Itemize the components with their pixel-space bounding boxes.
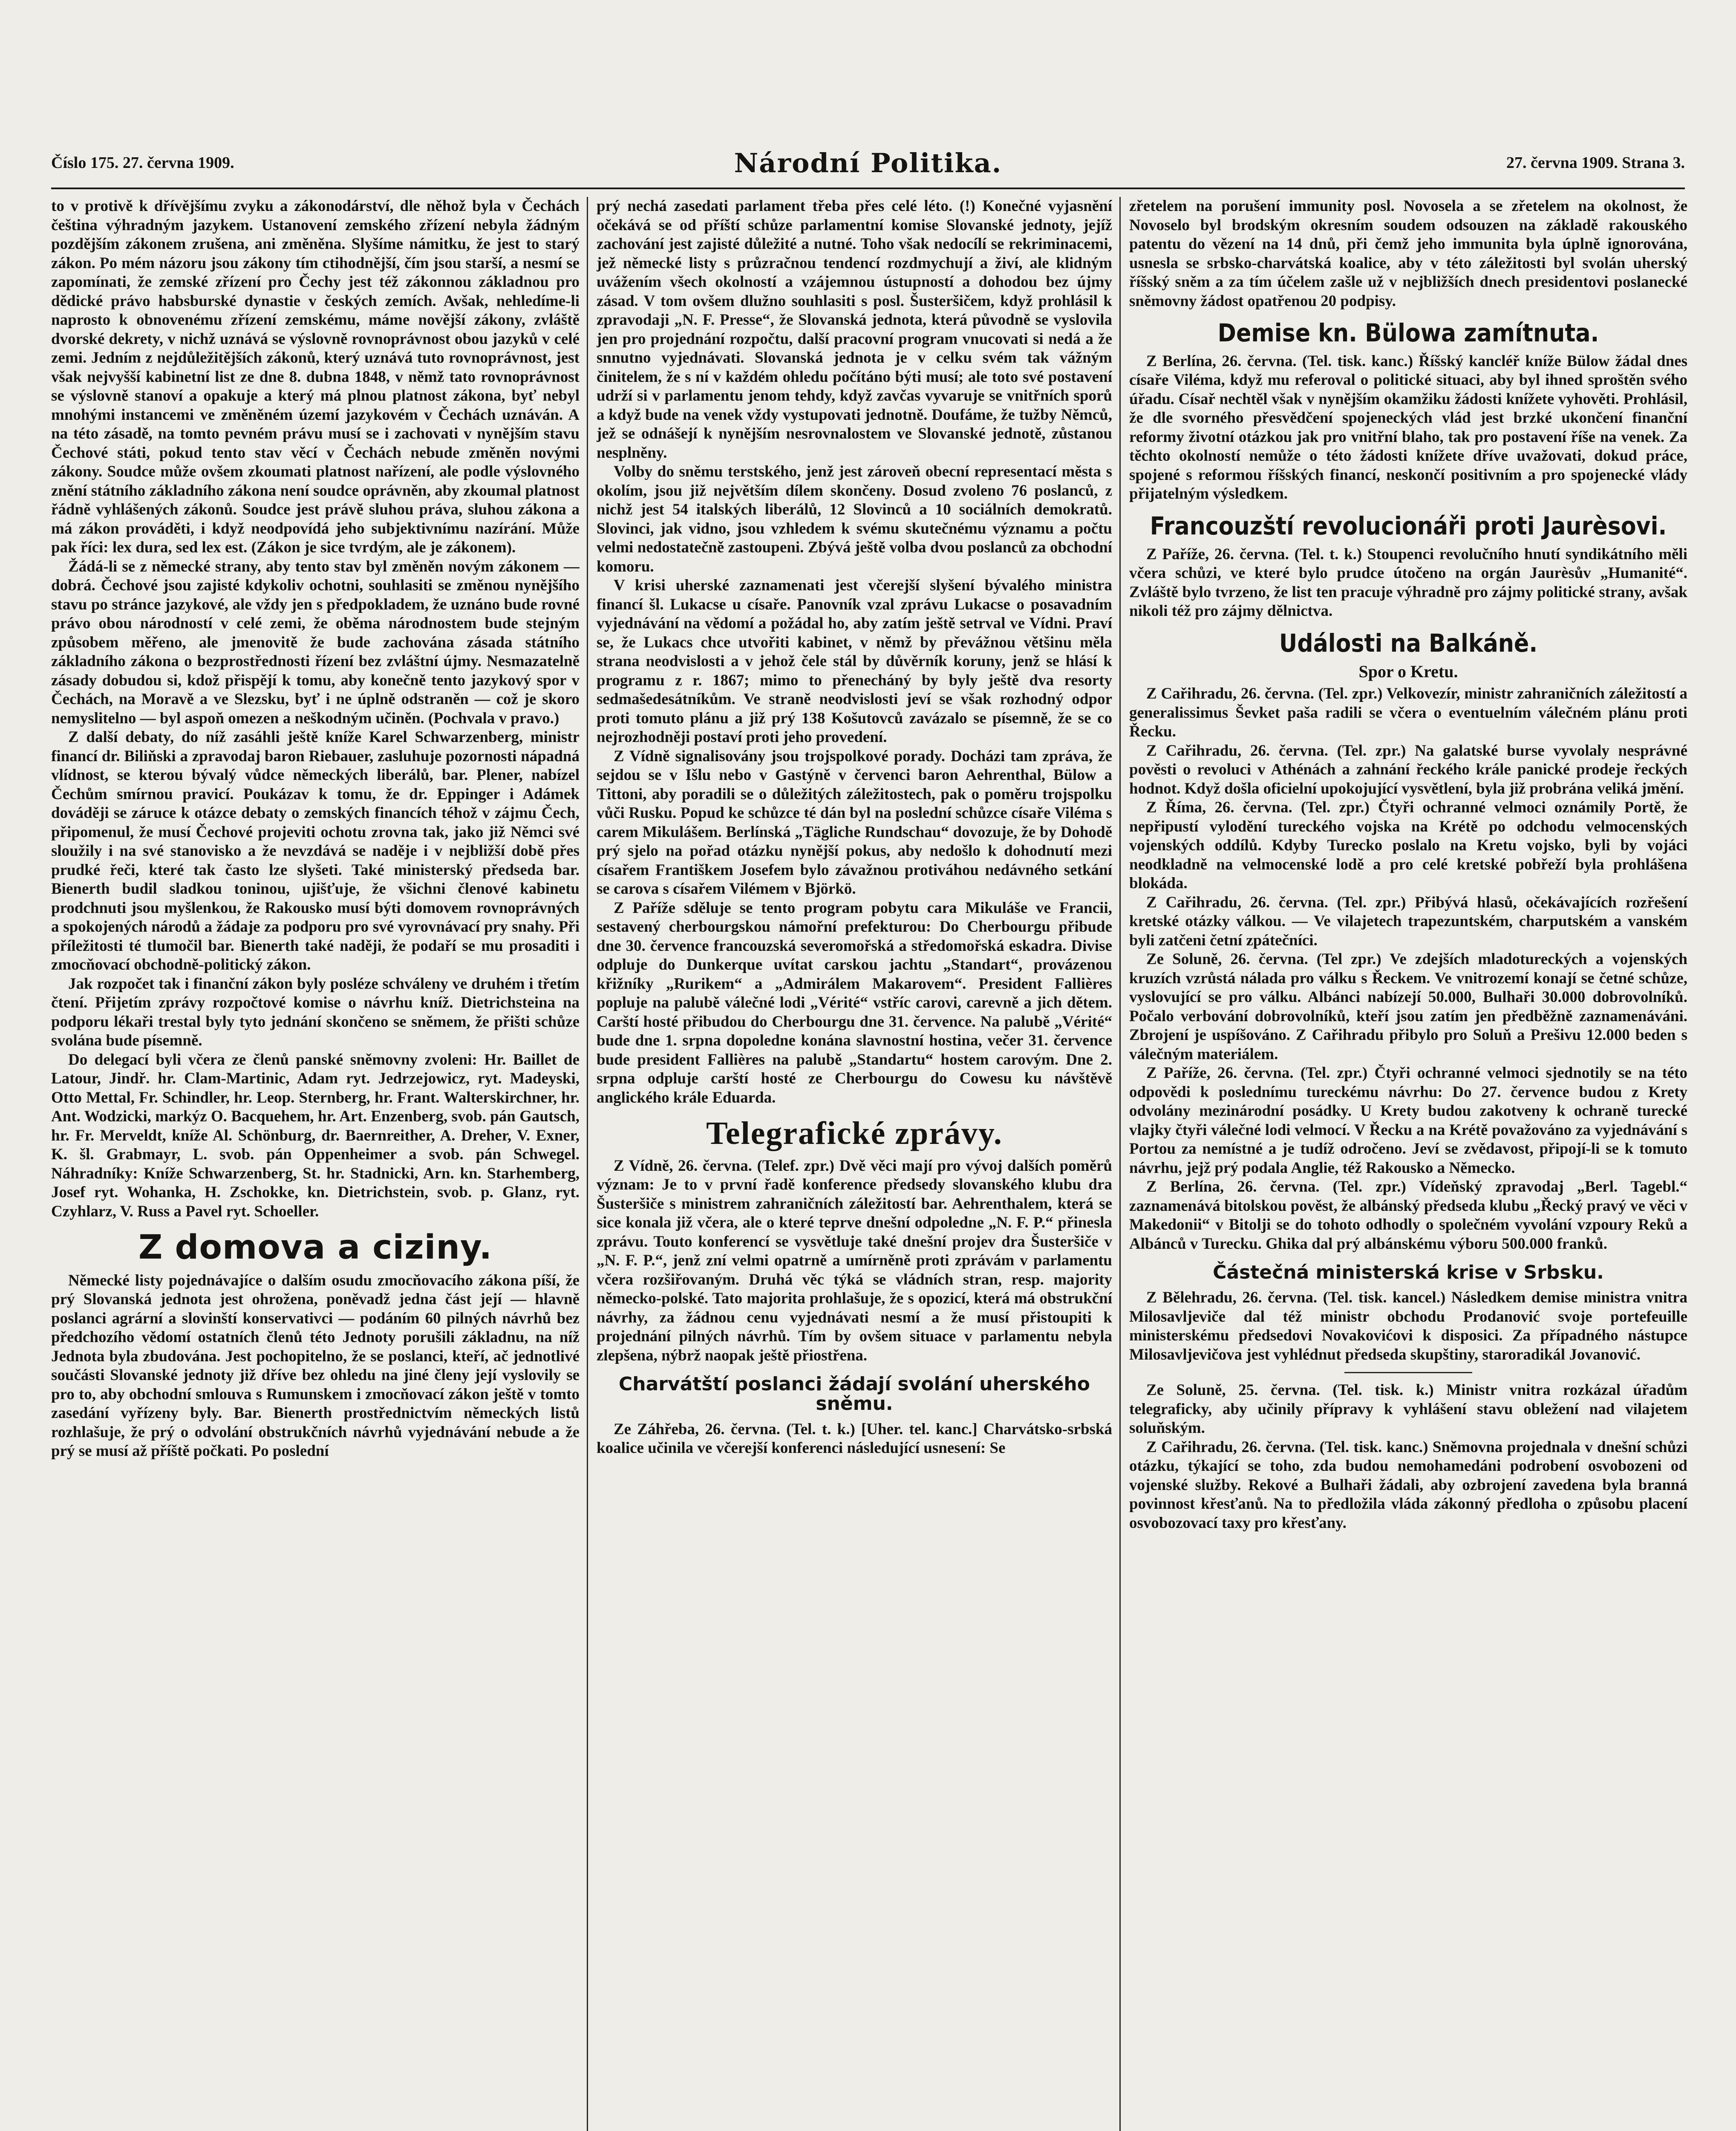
article-paragraph: prý nechá zasedati parlament třeba přes celé léto. (!) Konečné vyjasnění očekává se od příští schůze parlamentní komise Slovanské jednoty, jejíž zachování jest zajisté důležité a nutné. Toho však nedocílí se rekriminacemi, jež německé listy s průzračnou tendencí rozdmychují a živí, ale klidným uvážením všech okolností a vzájemnou ústupností a dohodou bez újmy zásad. V tom ovšem dlužno souhlasiti s posl. Šusteršičem, když prohlásil k zpravodaji „N. F. Presse“, že Slovanská jednota, která původně se vyslovila jen pro projednání rozpočtu, další pracovní program vnucovati si nedá a že snnutno vyjednávati. Slovanská jednota je v celku svém tak vážným činitelem, že s ní v každém ohledu počítáno býti musí; ale toto své postavení udrží si v parlamentu jenom tehdy, když zavčas vyvaruje se vnitřních sporů a když bude na venek vždy vystupovati jednotně. Doufáme, že tužby Němců, jež se odnášejí k nynějším nesrovnalostem ve Slovanské jednotě, zůstanou nesplněny. (597, 197, 1112, 462)
article-paragraph: Ze Soluně, 25. června. (Tel. tisk. k.) Ministr vnitra rozkázal úřadům telegraficky, aby učinily přípravy k vyhlášení stavu obležení nad vilajetem soluňským. (1129, 1381, 1687, 1437)
article-paragraph: Z Paříže sděluje se tento program pobytu cara Mikuláše ve Francii, sestavený cherbourgskou námořní prefekturou: Do Cherbourgu přibude dne 30. července francouzská severomořská a středomořská eskadra. Divise odpluje do Dunkerque uvítat carskou jachtu „Standart“, provázenou křižníky „Rurikem“ a „Admirálem Makarovem“. President Fallières popluje na palubě válečné lodi „Vérité“ vstříc carovi, carevně a jich dětem. Carští hosté přibudou do Cherbourgu dne 31. července. Na palubě „Vérité“ bude dne 1. srpna dopoledne konána slavnostní hostina, večer 31. července bude president Fallières na palubě „Standartu“ hostem carovým. Dne 2. srpna odpluje carští hosté ze Cherbourgu do Cowesu ku návštěvě anglického krále Eduarda. (597, 899, 1112, 1106)
column-divider (1119, 197, 1121, 2131)
article-paragraph: Ze Záhřeba, 26. června. (Tel. t. k.) [Uher. tel. kanc.] Charvátsko-srbská koalice učinila ve včerejší konferenci následující usnesení: Se (597, 1420, 1112, 1457)
header-rule (51, 188, 1685, 189)
article-paragraph: Z Vídně signalisovány jsou trojspolkové porady. Docházi tam zpráva, že sejdou se v Išlu nebo v Gastýně v červenci baron Aehrenthal, Bülow a Tittoni, aby poradili se o důležitých záležitostech, pak o poměru trojspolku vůči Rusku. Popud ke schůzce té dán byl na poslední schůzce císaře Viléma s carem Mikulášem. Berlínská „Tägliche Rundschau“ dovozuje, že by Dohodě prý sjelo na pořad otázku nynější pokus, aby nedošlo k dohodnutí mezi císařem Františkem Josefem bylo závažnou protiváhou nedávného setkání se carova s císařem Vilémem v Björkö. (597, 747, 1112, 898)
article-paragraph: Z Berlína, 26. června. (Tel. tisk. kanc.) Říšský kancléř kníže Bülow žádal dnes císaře Viléma, když mu referoval o politické situaci, aby byl ihned sproštěn svého úřadu. Císař nechtěl však v nynějším okamžiku žádosti knížete vyhověti. Prohlásil, že dle svorného přesvědčení spojeneckých vlád jest brzké ukončení finanční reformy životní otázkou jak pro vnitřní blaho, tak pro postavení říše na venek. Za těchto okolností nemůže o této žádosti knížete dříve uvažovati, dokud práce, spojené s reformou říšských financí, neskončí positivním a pro spojenecké vlády přijatelným výsledkem. (1129, 352, 1687, 503)
article-paragraph: Z Cařihradu, 26. června. (Tel. zpr.) Na galatské burse vyvolaly nesprávné pověsti o revoluci v Athénách a zahnání řeckého krále panické prodeje řeckých hodnot. Když došla oficielní upokojující vysvětlení, byla již probrána veliká jmění. (1129, 742, 1687, 797)
article-paragraph: Z další debaty, do níž zasáhli ještě kníže Karel Schwarzenberg, ministr financí dr. Biliňski a zpravodaj baron Riebauer, zasluhuje pozornosti nápadná vlídnost, se kterou bývalý vůdce německých liberálů, bar. Plener, nabízel Čechům smírnou pravicí. Poukázav k tomu, že dr. Eppinger i Adámek dováději se záruce k otázce debaty o zemských financích téhož v zájmu Čech, připomenul, že musí Čechové projeviti ochotu zrovna tak, jako již Němci své sloužily i na své stanovisko a že nevzdává se naděje i v nejbližší době přes prudké řeči, které tak často lze slyšeti. Také ministerský předseda bar. Bienerth budil sladkou toninou, ujišťuje, že všichni členové kabinetu prodchnuti jsou myšlenkou, že Rakousko musí býti domovem rovnoprávných a spokojených národů a žádaje za podporu pro své vyrovnávací pry snahy. Při příležitosti té tlumočil bar. Bienerth také naději, že podaří se mu prosaditi i zmocňovací obchodně-politický zákon. (51, 728, 580, 973)
column-1 (51, 197, 580, 2131)
article-paragraph: Do delegací byli včera ze členů panské sněmovny zvoleni: Hr. Baillet de Latour, Jindř. hr. Clam-Martinic, Adam ryt. Jedrzejowicz, ryt. Madeyski, Otto Mettal, Fr. Schindler, hr. Leop. Sternberg, hr. Frant. Walterskirchner, hr. Ant. Wodzicki, markýz O. Bacquehem, hr. Art. Enzenberg, svob. pán Gautsch, hr. Fr. Merveldt, kníže Al. Schönburg, dr. Baernreither, A. Dreher, V. Exner, K. šl. Grabmayr, L. svob. pán Oppenheimer a svob. pán Schwegel. Náhradníky: Kníže Schwarzenberg, St. hr. Stadnicki, Arn. kn. Starhemberg, Josef ryt. Wohanka, H. Zschokke, kn. Dietrichstein, svob. p. Glanz, ryt. Czyhlarz, V. Russ a Pavel ryt. Schoeller. (51, 1051, 580, 1220)
article-paragraph: Z Vídně, 26. června. (Telef. zpr.) Dvě věci mají pro vývoj dalších poměrů význam: Je to v první řadě konference předsedy slovanského klubu dra Šusteršiče s ministrem zahraničních záležitostí bar. Aehrenthalem, která se sice konala již včera, ale o které teprve dnešní odpoledne „N. F. P.“ přinesla zprávu. Touto konferencí se vysvětluje také dnešní projev dra Šusteršiče v „N. F. P.“, jenž zní velmi opatrně a umírněně proti zprávám v parlamentu včera rozšiřovaným. Druhá věc týká se vládních stran, resp. majority německo-polské. Tato majorita prohlašuje, že s opozicí, která má obstrukční návrhy, za žádnou cenu vyjednávati nesmí a že musí přistoupiti k projednání pilných návrhů. Tím by ovšem situace v parlamentu nebyla zlepšena, nýbrž naopak ještě přiostřena. (597, 1157, 1112, 1364)
article-paragraph: Volby do sněmu terstského, jenž jest zároveň obecní representací města s okolím, jsou již největším dílem skončeny. Dosud zvoleno 76 poslanců, z nichž jest 54 italských liberálů, 12 Slovinců a 10 sociálních demokratů. Slovinci, jak vidno, jsou vzhledem k svému skutečnému významu a počtu velmi nedostatečně zastoupeni. Zbývá ještě volba dvou poslanců za obchodní komoru. (597, 463, 1112, 575)
article-headline: Částečná ministerská krise v Srbsku. (1213, 1262, 1604, 1284)
article-headline: Francouzští revolucionáři proti Jaurèsovi. (1150, 511, 1667, 540)
article-headline: Charvátští poslanci žádají svolání uherského sněmu. (619, 1373, 1090, 1415)
column-divider (587, 197, 588, 2131)
column-2 (597, 197, 1112, 2131)
article-paragraph: Z Cařihradu, 26. června. (Tel. tisk. kanc.) Sněmovna projednala v dnešní schůzi otázku, týkající se toho, zda budou nemohamedáni podrobení osvobozeni od vojenské služby. Rekové a Bulhaři žádali, aby ozbrojení zavedena byla branná povinnost křesťanů. Na to předložila vláda zákonný předloha o způsobu placení osvobozovací taxy pro křesťany. (1129, 1438, 1687, 1532)
article-headline: Demise kn. Bülowa zamítnuta. (1217, 318, 1599, 347)
issue-number: Číslo 175. 27. června 1909. (51, 154, 234, 172)
article-headline: Události na Balkáně. (1279, 628, 1538, 658)
article-paragraph: Ze Soluně, 26. června. (Tel zpr.) Ve zdejších mladotureckých a vojenských kruzích vzrůstá nálada pro válku s Řeckem. Ve vnitrozemí konají se četné schůze, vyslovující se pro válku. Albánci nabízejí 50.000, Bulhaři 30.000 dobrovolníků. Počalo verbování dobrovolníků, kteří jsou zatím jen předběžně zaznamenáváni. Zbrojení je uspíšováno. Z Cařihradu přibylo pro Soluň a Prešivu 12.000 beden s válečným materiálem. (1129, 950, 1687, 1063)
page-header (51, 147, 1685, 192)
article-paragraph: Žádá-li se z německé strany, aby tento stav byl změněn novým zákonem — dobrá. Čechové jsou zajisté kdykoliv ochotni, souhlasiti se změnou nynějšího stavu po stránce jazykové, ale vždy jen s předpokladem, že uznáno bude rovné právo obou národností v celé zemi, že oběma národnostem bude stejným způsobem měřeno, ale jmenovitě že bude zachována zásada státního základního zákona o bezprostřednosti řízení bez zvláštní újmy. Nesmazatelně zásady dobudou si, kdož přispějí k tomu, aby konečně tento jazykový spor v Čechách, na Moravě a ve Slezsku, byť i ne úplně odstraněn — což je skoro nemyslitelno — byl aspoň omezen a neškodným učiněn. (Pochvala v pravo.) (51, 557, 580, 727)
masthead-title: Národní Politika. (734, 147, 1002, 179)
article-paragraph: Jak rozpočet tak i finanční zákon byly posléze schváleny ve druhém i třetím čtení. Přijetím zprávy rozpočtové komise o návrhu kníž. Dietrichsteina na podporu lékaři trestal byly tyto jednání skončeno se sněmem, že přišti schůze svolána bude písemně. (51, 975, 580, 1049)
section-heading: Z domova a ciziny. (138, 1228, 493, 1267)
article-paragraph: Z Berlína, 26. června. (Tel. zpr.) Vídeňský zpravodaj „Berl. Tagebl.“ zaznamenává bitolskou pověst, že albánský předseda klubu „Řecký pravý ve věci v Makedonii“ v Bitolji se do tohoto odhodly o společném vyvolání vzpoury Reků a Albánců v Turecku. Ghika dal prý albánskému výboru 500.000 franků. (1129, 1178, 1687, 1253)
divider (1344, 1372, 1472, 1373)
article-paragraph: V krisi uherské zaznamenati jest včerejší slyšení bývalého ministra financí šl. Lukacse u císaře. Panovník vzal zprávu Lukacse o posavadním vyjednávání na vědomí a požádal ho, aby zatím ještě setrval ve Vídni. Praví se, že Lukacs chce utvořiti kabinet, v němž by převážnou většinu měla strana neodvislosti a v jehož čele stál by důvěrník koruny, jenž se hlásí k programu z r. 1867; mimo to přenecháný by byly ještě dva resorty sedmašedesátníkům. Ve straně neodvislosti jeví se však rozhodný odpor proti tomuto plánu a již prý 138 Košutovců zavázalo se písemně, že se co nejrozhodněji postaví proti jeho provedení. (597, 577, 1112, 746)
column-3 (1129, 197, 1687, 2131)
article-subheadline: Spor o Kretu. (1358, 661, 1458, 681)
article-paragraph: Z Bělehradu, 26. června. (Tel. tisk. kancel.) Následkem demise ministra vnitra Milosavljeviče dal též ministr obchodu Prodanović svoje portefeuille ministerskému předsedovi Novakovićovi k disposici. Za případného nástupce Milosavljevičova jest vyhlédnut předseda skupštiny, staroradikál Jovanović. (1129, 1289, 1687, 1363)
section-heading: Telegrafické zprávy. (706, 1115, 1003, 1151)
date-page: 27. června 1909. Strana 3. (1506, 154, 1685, 172)
article-paragraph: Z Říma, 26. června. (Tel. zpr.) Čtyři ochranné velmoci oznámily Portě, že nepřipustí vylodění tureckého vojska na Krétě po odchodu velmocenských vojenských oddílů. Kdyby Turecko poslalo na Kretu vojsko, byli by vojáci neodkladně na velmocenské lodě a pro celé kretské pobřeží byla prohlášena blokáda. (1129, 799, 1687, 892)
article-paragraph: to v protivě k dřívějšímu zvyku a zákonodárství, dle něhož byla v Čechách čeština výhradným jazykem. Ustanovení zemského zřízení nebyla žádným pozdějším zákonem zrušena, ani změněna. Slyšíme námitku, že jest to starý zákon. Po mém názoru jsou zákony tím ctihodnější, čím jsou starší, a nesmí se zapomínati, že zemské zřízení pro Čechy jest též zákonnou základnou pro dědické právo habsburské dynastie v českých zemích. Avšak, nehledíme-li naprosto k obnovenému zřízení zemskému, máme novější zákony, zvláště dvorské dekrety, v nichž uznává se výslovně rovnoprávnost obou jazyků v celé zemi. Jedním z nejdůležitějších zákonů, který uznává tuto rovnoprávnost, jest však nejvyšší kabinetní list ze dne 8. dubna 1848, v němž tato rovnoprávnost se výslovně stanoví a opakuje a který má plnou platnost zákona, byť nebyl mnohými instancemi ve změněném území jazykovém v Čechách uznáván. A na této zásadě, na tomto pevném právu musí se i zachovati v nynějším stavu Čechové státi, pokud tento stav věcí v Čechách nebude změněn novými zákony. Soudce může ovšem zkoumati platnost nařízení, ale podle výslovného znění státního základního zákona není soudce oprávněn, aby zkoumal platnost řádně vyhlášených zákonů. Soudce jest právě sluhou práva, sluhou zákona a má zákon prováděti, i když neodpovídá jeho subjektivnímu nazírání. Může pak říci: lex dura, sed lex est. (Zákon je sice tvrdým, ale je zákonem). (51, 197, 580, 556)
article-paragraph: Německé listy pojednávajíce o dalším osudu zmocňovacího zákona píší, že prý Slovanská jednota jest ohrožena, poněvadž jedna část její — hlavně poslanci agrární a slovinští konservativci — podáním 60 pilných návrhů bez předchozího vědomí ostatních členů této Jednoty porušili základnu, na níž Jednota byla zbudována. Jest pochopitelno, že se poslanci, kteří, ač jednotlivé součásti Slovanské jednoty již dříve bez ohledu na jiné členy její vyslovily se pro to, aby obchodní smlouva s Rumunskem i zmocňovací zákon ještě v tomto zasedání vyřízeny byly. Bar. Bienerth prostřednictvím německých listů rozhlašuje, že prý o odvolání obstrukčních návrhů vyjednávání nebude a že prý se musí až příště počkati. Po poslední (51, 1271, 580, 1460)
article-paragraph: Z Paříže, 26. června. (Tel. zpr.) Čtyři ochranné velmoci sjednotily se na této odpovědi k poslednímu tureckému návrhu: Do 27. července budou z Krety odvolány mezinárodní posádky. U Krety budou zakotveny k ochraně turecké vlajky čtyři válečné lodi velmocí. V Řecku a na Krétě považováno za vyjednávání s Portou za nemístné a je tudíž odročeno. Jeví se zvědavost, připojí-li se k tomuto návrhu, jejž prý podala Anglie, též Rakousko a Německo. (1129, 1064, 1687, 1177)
article-paragraph: Z Paříže, 26. června. (Tel. t. k.) Stoupenci revolučního hnutí syndikátního měli včera schůzi, ve které bylo prudce útočeno na orgán Jaurèsův „Humanité“. Zvláště bylo tvrzeno, že list ten pracuje výhradně pro zájmy politické strany, avšak nikoli též pro zájmy dělnictva. (1129, 545, 1687, 620)
article-paragraph: zřetelem na porušení immunity posl. Novosela a se zřetelem na okolnost, že Novoselo byl brodským okresním soudem odsouzen na základě rakouského patentu do vězení na 14 dnů, při čemž jeho immunita byla úplně ignorována, usnesla se srbsko-charvátská koalice, aby v této záležitosti byl svolán uherský říšský sněm a za tím účelem zašle už v nejbližších dnech presidentovi poslanecké sněmovny žádost opatřenou 20 podpisy. (1129, 197, 1687, 310)
article-paragraph: Z Cařihradu, 26. června. (Tel. zpr.) Přibývá hlasů, očekávajících rozřešení kretské otázky válkou. — Ve vilajetech trapezuntském, charputském a vanském byli zatčeni četní zpátečníci. (1129, 893, 1687, 949)
article-paragraph: Z Cařihradu, 26. června. (Tel. zpr.) Velkovezír, ministr zahraničních záležitostí a generalissimus Ševket paša radili se včera o eventuelním válečném plánu proti Řecku. (1129, 685, 1687, 741)
